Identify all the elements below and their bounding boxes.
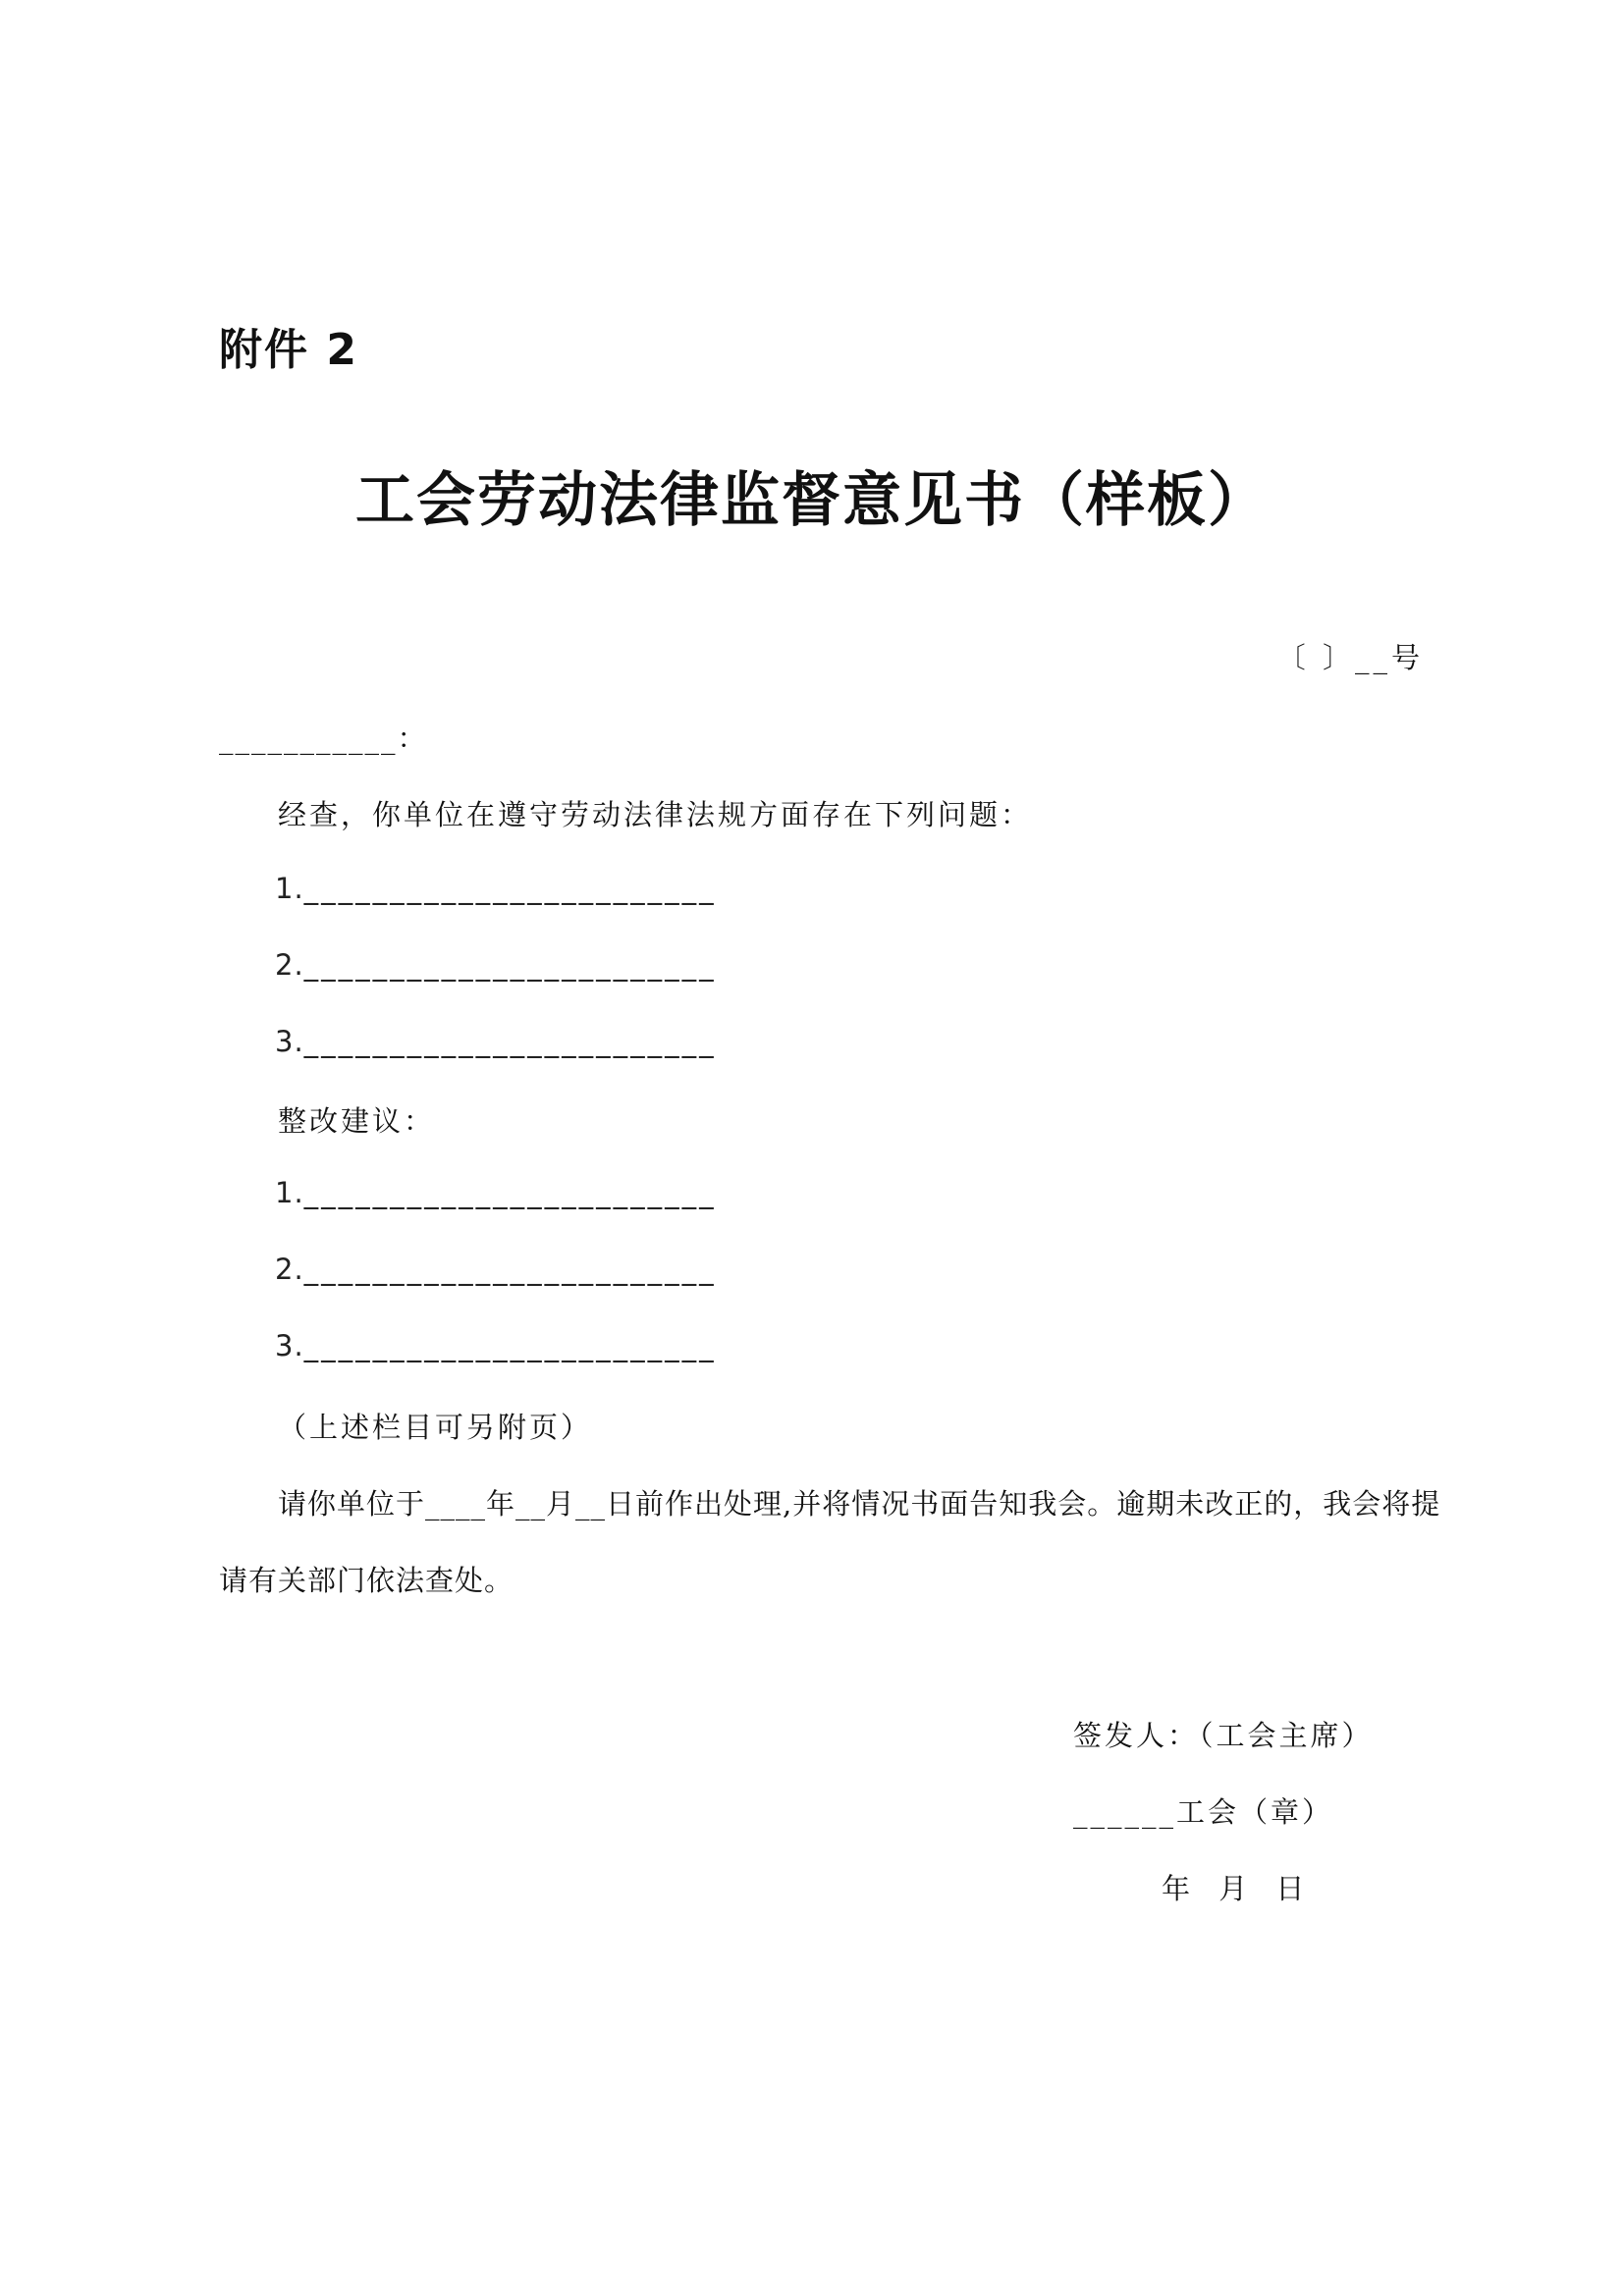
problem-item-2 (275, 948, 717, 982)
document-title: 工会劳动法律监督意见书（样板） (355, 466, 1269, 535)
problem-blank: ________________________ (303, 948, 717, 982)
suggestion-blank: ________________________ (303, 1329, 717, 1362)
suggestion-item-3 (275, 1329, 717, 1362)
suggestions-label: 整改建议： (278, 1104, 436, 1138)
document-number: 〔 〕__号 (1276, 641, 1424, 674)
attachment-note: （上述栏目可另附页） (278, 1411, 593, 1444)
problem-number: 1. (275, 872, 304, 905)
problem-blank: ________________________ (303, 872, 717, 905)
attachment-label: 附件 2 (219, 325, 358, 375)
issuer-line: 签发人：（工会主席） (1073, 1719, 1374, 1752)
suggestion-number: 1. (275, 1176, 304, 1209)
intro-paragraph: 经查，你单位在遵守劳动法律法规方面存在下列问题： (278, 798, 1033, 831)
deadline-paragraph-line-2: 请有关部门依法查处。 (219, 1564, 514, 1597)
problem-number: 2. (275, 948, 304, 982)
problem-item-1 (275, 872, 717, 905)
recipient-line: ___________： (219, 721, 428, 755)
suggestion-number: 3. (275, 1329, 304, 1362)
union-seal-line: ______工会（章） (1073, 1795, 1334, 1829)
suggestion-blank: ________________________ (303, 1253, 717, 1286)
suggestion-item-1 (275, 1176, 717, 1209)
problem-number: 3. (275, 1025, 304, 1058)
deadline-paragraph-line-1: 请你单位于____年__月__日前作出处理,并将情况书面告知我会。逾期未改正的，我会将提 (278, 1487, 1441, 1521)
date-line: 年 月 日 (1162, 1872, 1308, 1905)
problem-blank: ________________________ (303, 1025, 717, 1058)
suggestion-number: 2. (275, 1253, 304, 1286)
suggestion-blank: ________________________ (303, 1176, 717, 1209)
suggestion-item-2 (275, 1253, 717, 1286)
problem-item-3 (275, 1025, 717, 1058)
